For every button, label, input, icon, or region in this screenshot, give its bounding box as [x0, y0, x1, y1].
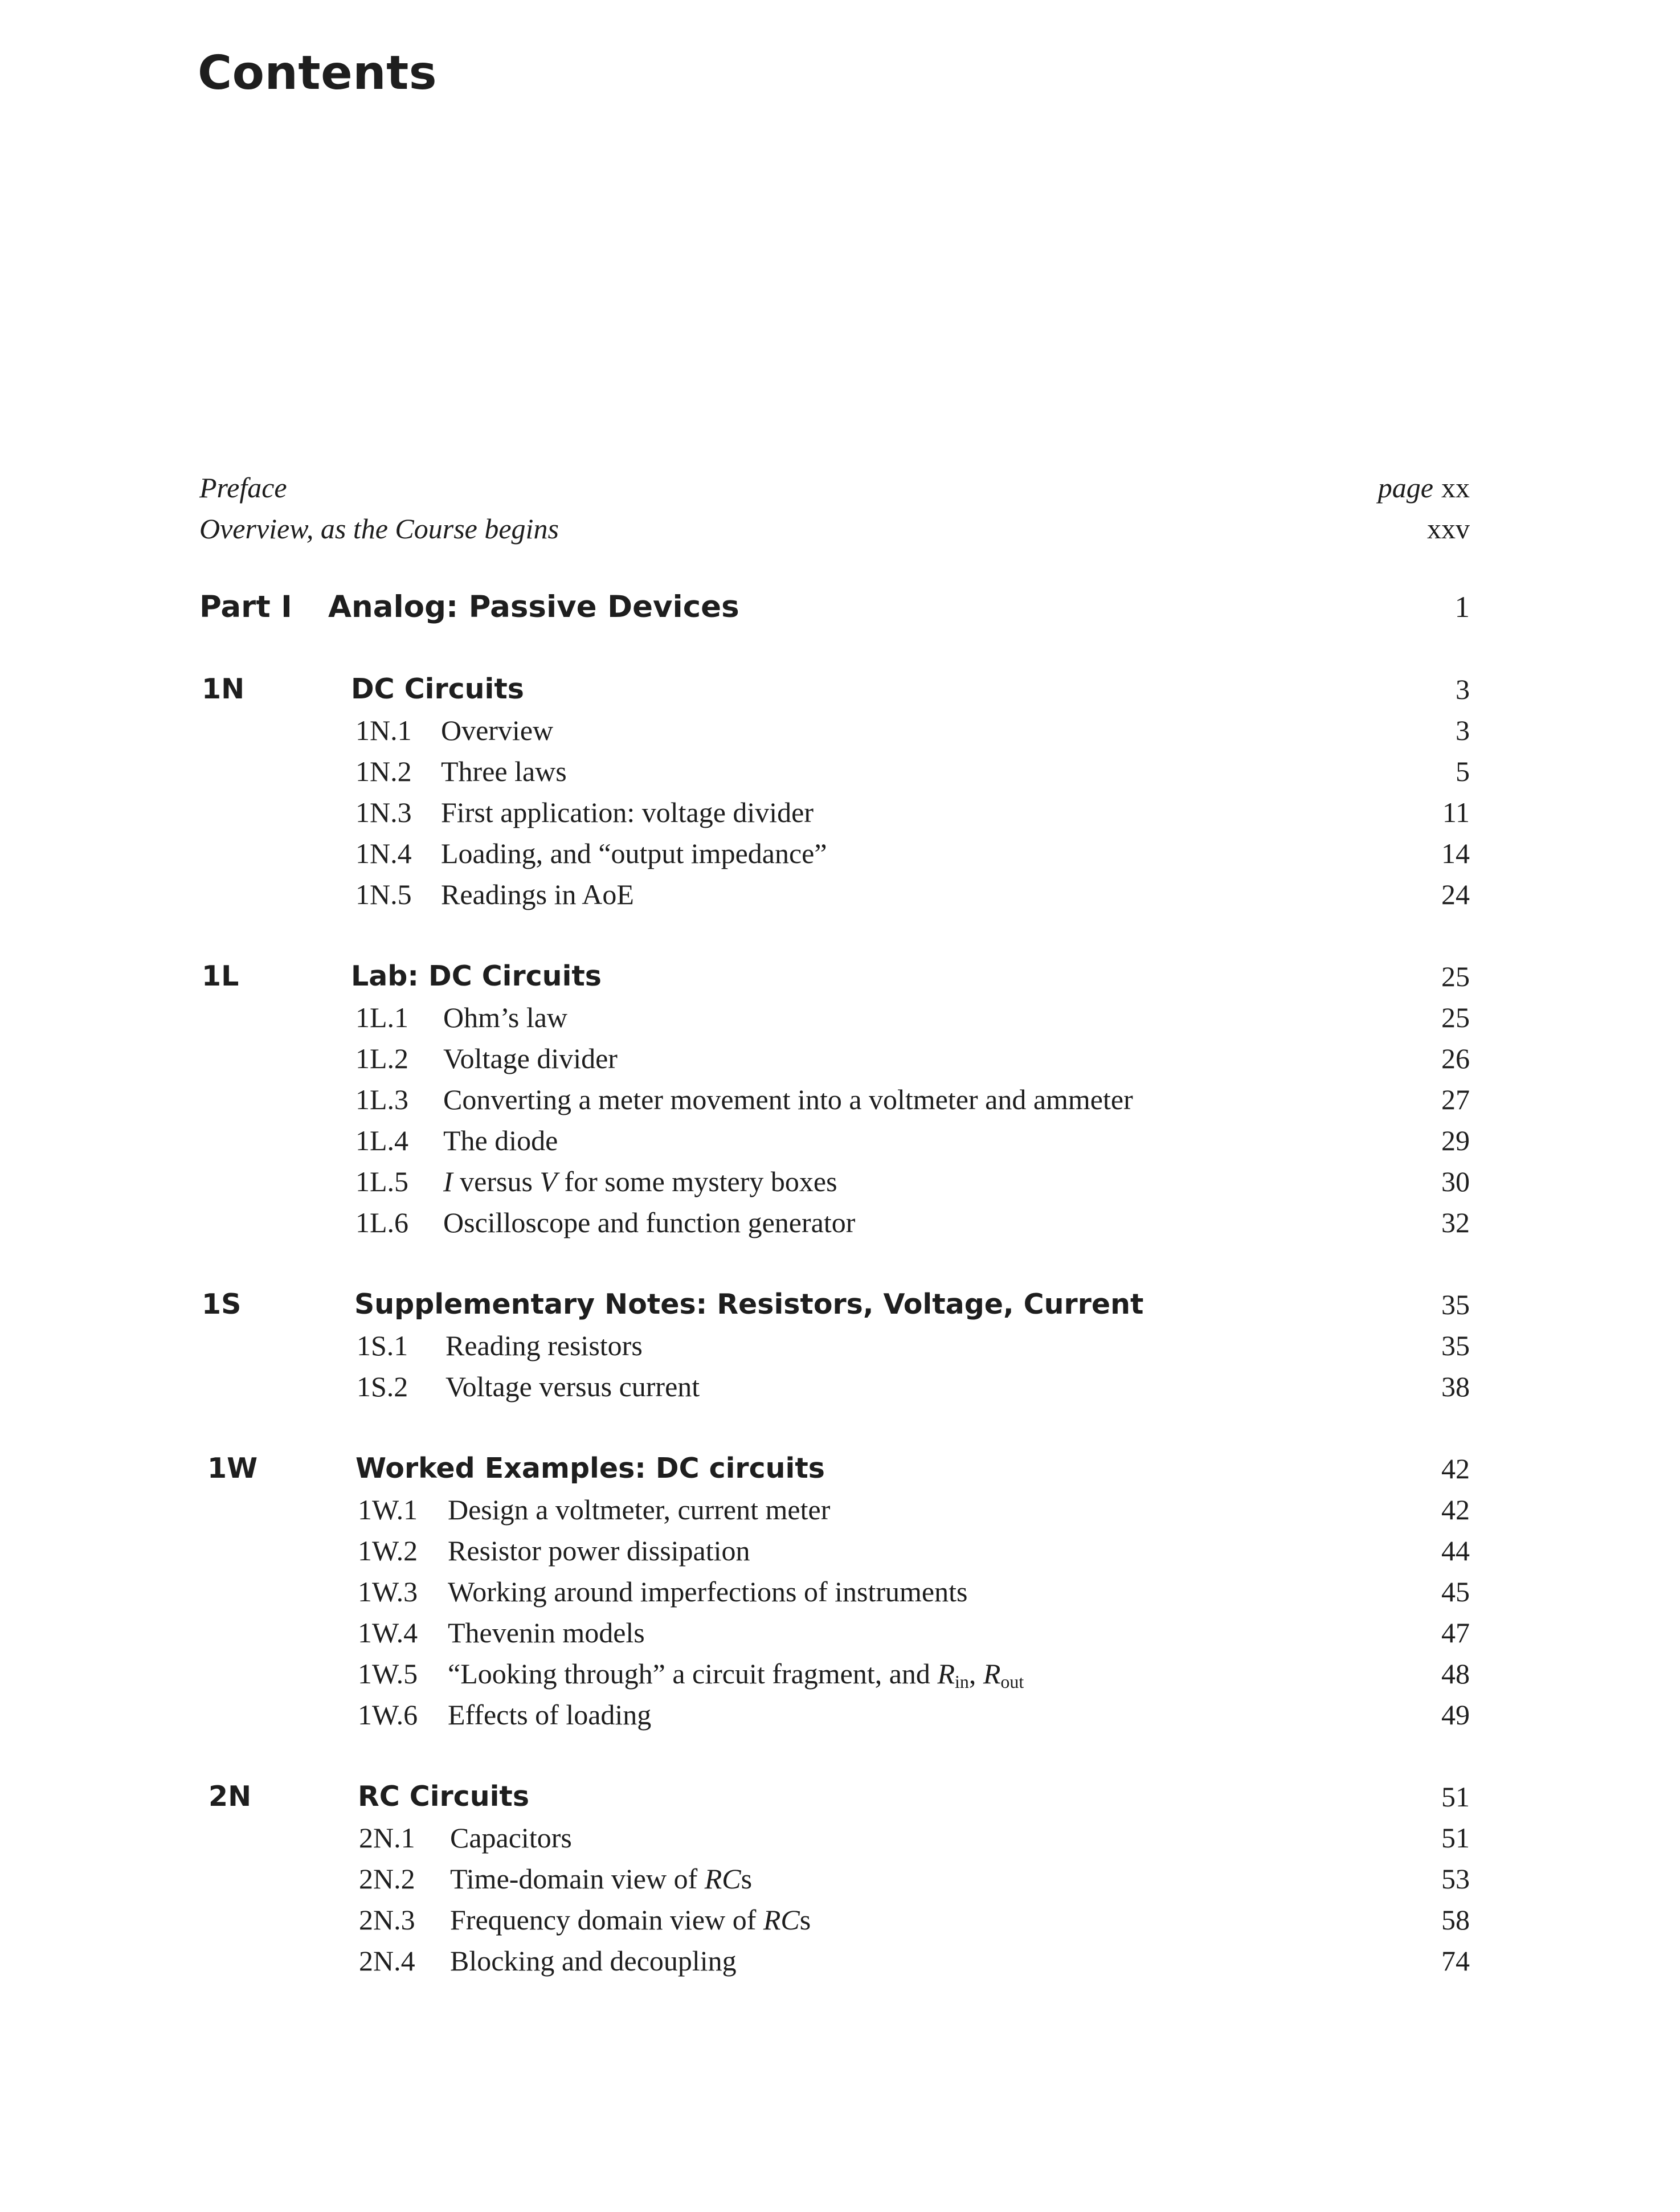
section-number: 1S.1 [357, 1330, 408, 1361]
entry-page: 53 [1441, 1863, 1470, 1895]
toc-chapter-1w [199, 1448, 1470, 1489]
separator: , [968, 1658, 983, 1690]
entry-page: 5 [1456, 755, 1470, 787]
entry-page: 48 [1441, 1658, 1470, 1690]
toc-entry-overview [199, 508, 1470, 549]
entry-page: 3 [1456, 673, 1470, 705]
toc-chapter-1s [199, 1284, 1470, 1325]
section-number: 1W.6 [358, 1699, 418, 1731]
section-title: Converting a meter movement into a voltmeter and ammeter [443, 1083, 1133, 1115]
entry-page: 32 [1441, 1207, 1470, 1238]
entry-page: 25 [1441, 960, 1470, 992]
entry-page: 58 [1441, 1904, 1470, 1936]
section-title: Blocking and decoupling [450, 1945, 737, 1977]
toc-section [199, 997, 1470, 1038]
entry-page: 47 [1441, 1617, 1470, 1649]
entry-page: 49 [1441, 1699, 1470, 1731]
toc-section [199, 1325, 1470, 1366]
toc-section [199, 874, 1470, 915]
subscript-in: in [954, 1671, 969, 1692]
section-number: 1N.3 [355, 796, 412, 828]
toc-chapter-1n [199, 669, 1470, 710]
current-symbol: I [443, 1166, 453, 1197]
toc-section [199, 710, 1470, 751]
section-title [450, 1899, 811, 1940]
toc-part-1 [199, 587, 1470, 628]
title-text: s [799, 1904, 811, 1936]
subscript-out: out [1000, 1671, 1024, 1692]
entry-page: 51 [1441, 1822, 1470, 1854]
section-number: 1W.5 [358, 1658, 418, 1690]
title-text: Frequency domain view of [450, 1904, 763, 1936]
title-text: s [741, 1863, 753, 1895]
toc-section [199, 1653, 1470, 1694]
section-title [448, 1653, 1024, 1694]
chapter-number: 1W [207, 1452, 258, 1485]
page-number: xx [1441, 472, 1470, 504]
section-number: 1L.3 [355, 1083, 409, 1115]
resistance-symbol: R [937, 1658, 955, 1690]
section-number: 1N.5 [355, 878, 412, 910]
entry-page: 11 [1442, 796, 1470, 828]
entry-title: Preface [199, 472, 287, 504]
section-title: Thevenin models [448, 1617, 645, 1649]
entry-page: 1 [1454, 591, 1470, 624]
toc-section [199, 1202, 1470, 1243]
entry-page: 35 [1441, 1289, 1470, 1320]
toc-section [199, 751, 1470, 792]
entry-page: 29 [1441, 1125, 1470, 1156]
chapter-title: Worked Examples: DC circuits [355, 1452, 825, 1485]
section-title: Oscilloscope and function generator [443, 1207, 856, 1238]
section-title: Loading, and “output impedance” [441, 837, 827, 869]
section-number: 1L.6 [355, 1207, 409, 1238]
entry-page: 14 [1441, 837, 1470, 869]
entry-page: 42 [1441, 1494, 1470, 1526]
section-title: Voltage versus current [445, 1371, 700, 1403]
title-text: “Looking through” a circuit fragment, and [448, 1658, 938, 1690]
section-number: 1L.1 [355, 1001, 409, 1033]
toc-chapter-2n [199, 1776, 1470, 1817]
section-number: 1N.2 [355, 755, 412, 787]
entry-page: 26 [1441, 1042, 1470, 1074]
section-number: 1L.4 [355, 1125, 409, 1156]
chapter-title: DC Circuits [351, 673, 524, 705]
page-prefix: page [1377, 472, 1433, 504]
chapter-title: Lab: DC Circuits [351, 960, 602, 992]
section-number: 2N.1 [359, 1822, 415, 1854]
entry-page: 24 [1441, 878, 1470, 910]
voltage-symbol: V [539, 1166, 557, 1197]
section-number: 1N.1 [355, 714, 412, 746]
entry-page: 25 [1441, 1001, 1470, 1033]
section-title: Effects of loading [448, 1699, 652, 1731]
chapter-title: RC Circuits [358, 1780, 529, 1813]
toc-chapter-1l [199, 956, 1470, 997]
entry-page: 3 [1456, 714, 1470, 746]
section-title [443, 1161, 837, 1202]
section-number: 2N.3 [359, 1904, 415, 1936]
entry-page: 38 [1441, 1371, 1470, 1403]
section-title: Three laws [441, 755, 567, 787]
section-title: Reading resistors [445, 1330, 643, 1361]
section-number: 1W.2 [358, 1535, 418, 1567]
entry-page: 74 [1441, 1945, 1470, 1977]
section-number: 1L.2 [355, 1042, 409, 1074]
entry-page: 30 [1441, 1166, 1470, 1197]
page-title: Contents [198, 46, 438, 100]
toc-section [199, 1038, 1470, 1079]
section-number: 1L.5 [355, 1166, 409, 1197]
resistance-symbol: R [983, 1658, 1001, 1690]
section-number: 1W.1 [358, 1494, 418, 1526]
toc-section [199, 833, 1470, 874]
part-label: Part I [199, 590, 292, 624]
chapter-title: Supplementary Notes: Resistors, Voltage, Current [354, 1288, 1144, 1320]
chapter-number: 1N [202, 673, 245, 705]
part-title: Analog: Passive Devices [328, 590, 739, 624]
entry-page: 45 [1441, 1576, 1470, 1608]
toc-section [199, 1079, 1470, 1120]
rc-symbol: RC [763, 1904, 800, 1936]
section-title: Voltage divider [443, 1042, 618, 1074]
entry-page: 44 [1441, 1535, 1470, 1567]
section-title [450, 1858, 752, 1899]
section-title: First application: voltage divider [441, 796, 814, 828]
entry-page: 42 [1441, 1453, 1470, 1485]
section-title: Readings in AoE [441, 878, 634, 910]
toc-section [199, 1817, 1470, 1858]
section-number: 1S.2 [357, 1371, 408, 1403]
toc-section [199, 1366, 1470, 1407]
toc-section [199, 1612, 1470, 1653]
toc-section [199, 792, 1470, 833]
entry-page: 35 [1441, 1330, 1470, 1361]
entry-page: 51 [1441, 1781, 1470, 1813]
toc-section [199, 1571, 1470, 1612]
title-text: for some mystery boxes [557, 1166, 837, 1197]
entry-page [1378, 467, 1470, 508]
toc-section [199, 1858, 1470, 1899]
chapter-number: 1L [202, 960, 239, 992]
toc-section [199, 1694, 1470, 1735]
section-title: The diode [443, 1125, 558, 1156]
section-title: Ohm’s law [443, 1001, 568, 1033]
section-title: Overview [441, 714, 554, 746]
chapter-number: 1S [202, 1288, 242, 1320]
section-title: Resistor power dissipation [448, 1535, 750, 1567]
toc-section [199, 1161, 1470, 1202]
chapter-number: 2N [209, 1780, 252, 1813]
section-number: 1W.3 [358, 1576, 418, 1608]
toc-section [199, 1489, 1470, 1530]
section-number: 2N.4 [359, 1945, 415, 1977]
rc-symbol: RC [704, 1863, 741, 1895]
section-number: 1W.4 [358, 1617, 418, 1649]
title-text: Time-domain view of [450, 1863, 705, 1895]
toc-section [199, 1120, 1470, 1161]
toc-section [199, 1530, 1470, 1571]
section-title: Working around imperfections of instruments [448, 1576, 968, 1608]
section-title: Design a voltmeter, current meter [448, 1494, 831, 1526]
entry-title: Overview, as the Course begins [199, 513, 559, 545]
entry-page: xxv [1427, 513, 1470, 545]
entry-page: 27 [1441, 1083, 1470, 1115]
toc-section [199, 1899, 1470, 1940]
section-number: 1N.4 [355, 837, 412, 869]
title-text: versus [452, 1166, 540, 1197]
toc-section [199, 1940, 1470, 1981]
section-number: 2N.2 [359, 1863, 415, 1895]
section-title: Capacitors [450, 1822, 572, 1854]
toc-entry-preface [199, 467, 1470, 508]
